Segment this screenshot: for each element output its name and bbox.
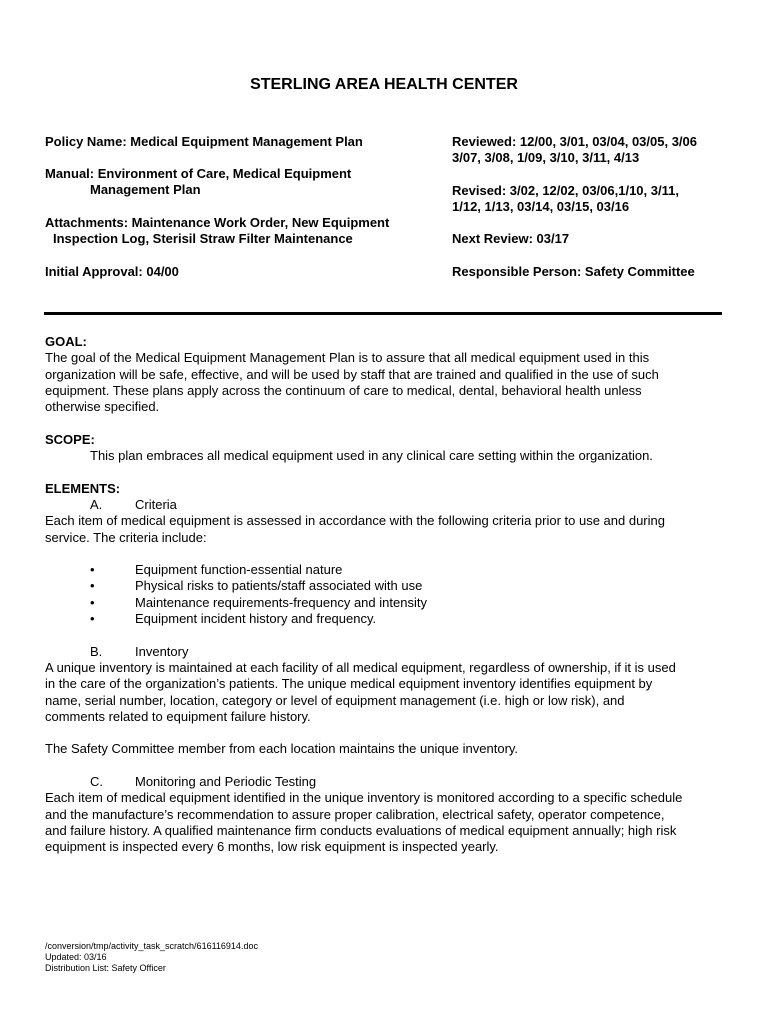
inventory-line: in the care of the organization’s patients. The unique medical equipment inventory identifies equipment by <box>45 676 653 692</box>
attachments-line-1: Attachments: Maintenance Work Order, New Equipment <box>45 215 390 230</box>
document-footer <box>45 941 258 974</box>
monitoring-line: Each item of medical equipment identified in the unique inventory is monitored according to a specific schedule <box>45 790 683 806</box>
inventory-line: A unique inventory is maintained at each facility of all medical equipment, regardless of ownership, if it is used <box>45 659 676 675</box>
bullet-icon: • <box>90 562 95 578</box>
section-a-label: Criteria <box>135 496 177 512</box>
section-b-key: B. <box>90 643 103 659</box>
reviewed-info <box>452 134 697 166</box>
document-body <box>45 334 715 856</box>
inventory-line: comments related to equipment failure history. <box>45 708 311 724</box>
monitoring-line: and the manufacture’s recommendation to assure proper calibration, electrical safety, operator competence, <box>45 806 665 822</box>
goal-line: The goal of the Medical Equipment Management Plan is to assure that all medical equipment used in this <box>45 350 650 366</box>
initial-approval: Initial Approval: 04/00 <box>45 264 179 279</box>
criteria-bullet: • Physical risks to patients/staff associated with use <box>45 578 715 594</box>
revised-info <box>452 183 679 215</box>
section-a-key: A. <box>90 496 103 512</box>
manual-line-1: Manual: Environment of Care, Medical Equipment <box>45 166 352 181</box>
criteria-bullet: • Equipment function-essential nature <box>45 562 715 578</box>
manual-line-2: Management Plan <box>90 182 201 197</box>
criteria-line: service. The criteria include: <box>45 529 207 545</box>
footer-distribution: Distribution List: Safety Officer <box>45 963 166 973</box>
section-c-heading <box>45 774 715 790</box>
section-b-heading <box>45 644 715 660</box>
inventory-note: The Safety Committee member from each location maintains the unique inventory. <box>45 741 519 757</box>
goal-heading: GOAL: <box>45 334 87 349</box>
goal-line: equipment. These plans apply across the continuum of care to medical, dental, behavioral health unless <box>45 382 642 398</box>
attachments-info <box>45 215 389 247</box>
revised-line-2: 1/12, 1/13, 03/14, 03/15, 03/16 <box>452 199 630 214</box>
elements-heading: ELEMENTS: <box>45 480 121 496</box>
revised-line-1: Revised: 3/02, 12/02, 03/06,1/10, 3/11, <box>452 183 679 198</box>
criteria-line: Each item of medical equipment is assessed in accordance with the following criteria prior to use and during <box>45 513 665 529</box>
reviewed-line-2: 3/07, 3/08, 1/09, 3/10, 3/11, 4/13 <box>452 150 640 165</box>
bullet-icon: • <box>90 578 95 594</box>
footer-updated: Updated: 03/16 <box>45 952 107 962</box>
header-divider <box>44 312 722 315</box>
bullet-icon: • <box>90 594 95 610</box>
section-a-heading <box>45 497 715 513</box>
scope-text: This plan embraces all medical equipment used in any clinical care setting within the organization. <box>90 448 653 464</box>
goal-line: organization will be safe, effective, and will be used by staff that are trained and qualified in the use of such <box>45 366 659 382</box>
policy-name: Policy Name: Medical Equipment Management Plan <box>45 134 363 149</box>
monitoring-line: equipment is inspected every 6 months, low risk equipment is inspected yearly. <box>45 839 499 855</box>
attachments-line-2: Inspection Log, Sterisil Straw Filter Maintenance <box>53 231 353 246</box>
section-b-label: Inventory <box>135 643 189 659</box>
manual-info <box>45 166 351 198</box>
criteria-bullet: • Maintenance requirements-frequency and intensity <box>45 595 715 611</box>
criteria-bullet: • Equipment incident history and frequency. <box>45 611 715 627</box>
scope-heading: SCOPE: <box>45 431 95 447</box>
next-review: Next Review: 03/17 <box>452 231 570 246</box>
reviewed-line-1: Reviewed: 12/00, 3/01, 03/04, 03/05, 3/06 <box>452 134 698 149</box>
responsible-person: Responsible Person: Safety Committee <box>452 264 695 279</box>
inventory-line: name, serial number, location, category or level of equipment management (i.e. high or low risk), and <box>45 692 625 708</box>
section-c-label: Monitoring and Periodic Testing <box>135 774 317 790</box>
monitoring-line: and failure history. A qualified maintenance firm conducts evaluations of medical equipment annually; high risk <box>45 822 677 838</box>
footer-path: /conversion/tmp/activity_task_scratch/616116914.doc <box>45 941 258 951</box>
bullet-icon: • <box>90 611 95 627</box>
goal-line: otherwise specified. <box>45 399 160 415</box>
document-title: STERLING AREA HEALTH CENTER <box>250 76 518 93</box>
section-c-key: C. <box>90 774 103 790</box>
